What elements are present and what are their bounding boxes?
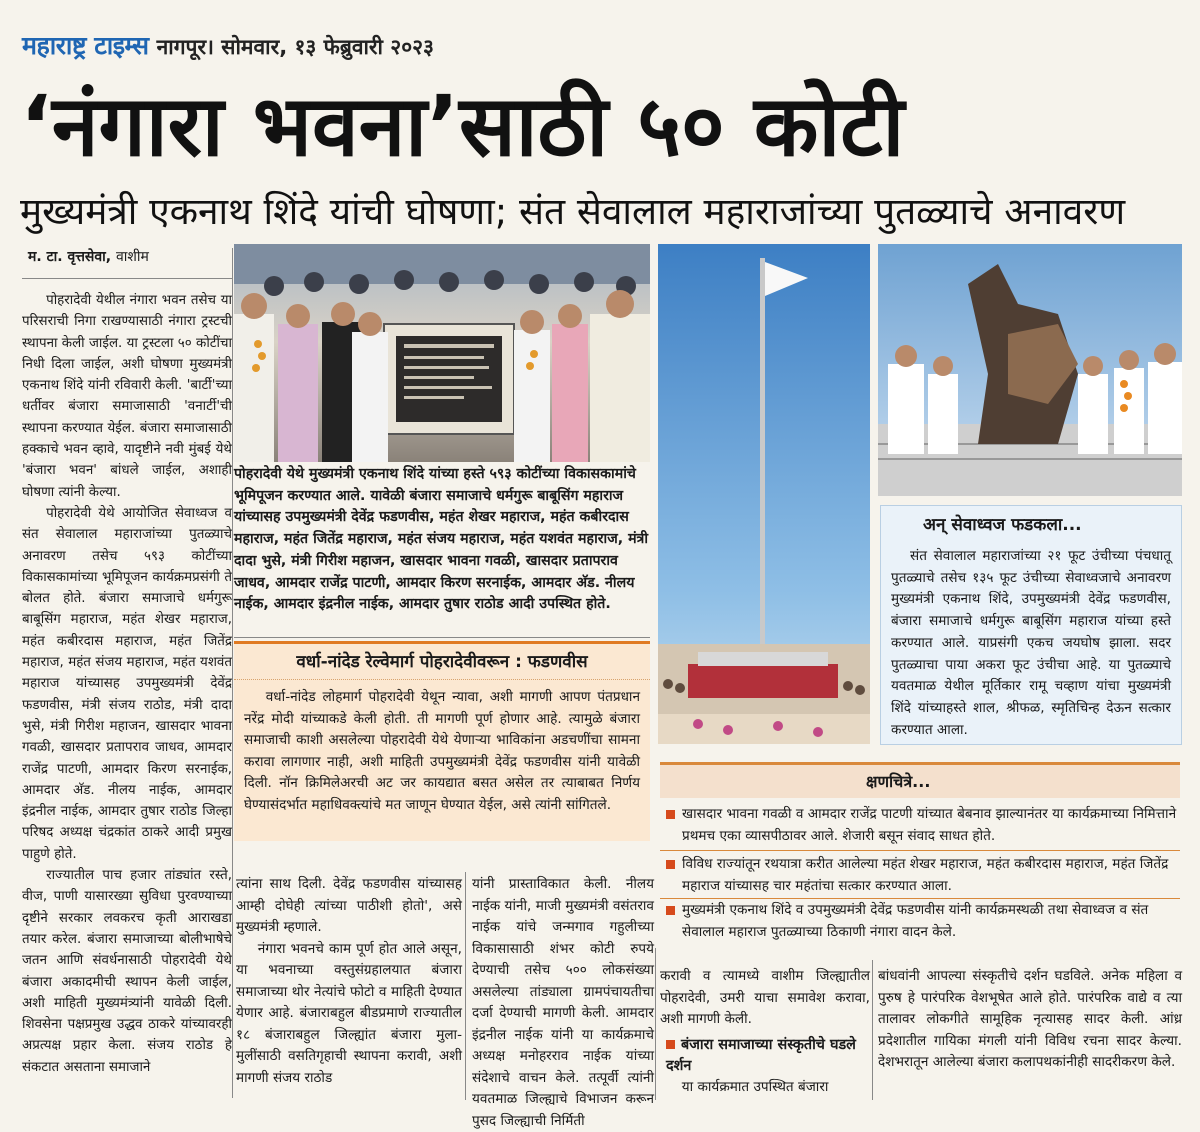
kshanchitre-item-text: विविध राज्यांतून रथयात्रा करीत आलेल्या महंत शेखर महाराज, महंत कबीरदास महाराज, महंत जितेंद्र महाराज यांच्यासह चार महंतांचा सत्कार करण्यात आला. (682, 856, 1169, 894)
story-paragraph: करावी व त्यामध्ये वाशीम जिल्ह्यातील पोहरादेवी, उमरी याचा समावेश करावा, अशी मागणी केली. (660, 968, 870, 1027)
divider (22, 278, 232, 279)
story-column-4 (660, 966, 870, 1098)
kshanchitre-item (660, 804, 1180, 847)
ceremony-photo (234, 244, 650, 462)
kshanchitre-item (660, 854, 1180, 897)
railway-box (234, 641, 650, 841)
newspaper-logo: महाराष्ट्र टाइम्स (22, 31, 149, 60)
story-column-3 (472, 874, 654, 1132)
column-divider (655, 948, 656, 1100)
divider (234, 637, 650, 638)
kshanchitre-title: क्षणचित्रे... (660, 762, 1180, 798)
masthead (22, 28, 434, 62)
divider (660, 898, 1180, 899)
railway-box-title: वर्धा-नांदेड रेल्वेमार्ग पोहरादेवीवरून : फडणवीस (234, 644, 650, 680)
story-paragraph: राज्यातील पाच हजार तांड्यांत रस्ते, वीज, पाणी यासारख्या सुविधा पुरवण्याच्या दृष्टीने सरकार लवकरच कृती आराखडा तयार करेल. बंजारा समाजाच्या बोलीभाषेचे जतन आणि संवर्धनासाठी पोहरादेवी येथे बंजारा अकादमीची स्थापन केली जाईल, अशी माहिती मुख्यमंत्र्यांनी यावेळी दिली. शिवसेना पक्षप्रमुख उद्धव ठाकरे यांच्यावरही अप्रत्यक्ष प्रहार केला. संजय राठोड हे संकटात असताना समाजाने (22, 868, 232, 1075)
byline-place: वाशीम (115, 249, 149, 265)
column-divider (465, 872, 466, 1100)
dateline: नागपूर। सोमवार, १३ फेब्रुवारी २०२३ (156, 35, 434, 59)
story-paragraph: बांधवांनी आपल्या संस्कृतीचे दर्शन घडविले. अनेक महिला व पुरुष हे पारंपरिक वेशभूषेत आले होते. पारंपरिक वाद्ये व त्या तालावर लोकगीते सामूहिक नृत्यासह सादर केली. आंध्र प्रदेशातील गायिका मंगली यांनी विविध रचना सादर केल्या. देशभरातून आलेल्या बंजारा कलापथकांनीही सादरीकरण केले. (878, 968, 1182, 1070)
divider (660, 850, 1180, 851)
ceremony-photo-image (234, 244, 650, 462)
story-column-5 (878, 966, 1182, 1074)
story-paragraph: यांनी प्रास्ताविकात केली. नीलय नाईक यांनी, माजी मुख्यमंत्री वसंतराव नाईक यांचे जन्मगाव गहुलीच्या विकासासाठी शंभर कोटी रुपये देण्याची तसेच ५०० लोकसंख्या असलेल्या तांड्याला ग्रामपंचायतीचा दर्जा देण्याची मागणी केली. आमदार इंद्रनील नाईक यांनी या कार्यक्रमाचे अध्यक्ष मनोहरराव नाईक यांच्या संदेशाचे वाचन केले. तत्पूर्वी त्यांनी यवतमाळ जिल्ह्याचे विभाजन करून पुसद जिल्ह्याची निर्मिती (472, 876, 654, 1129)
story-paragraph: नंगारा भवनचे काम पूर्ण होत आले असून, या भवनाच्या वस्तुसंग्रहालयात बंजारा समाजाच्या थोर नेत्यांचे फोटो व माहिती देण्यात येणार आहे. बंजाराबहुल बीडप्रमाणे राज्यातील १८ बंजाराबहुल जिल्ह्यांत बंजारा मुला-मुलींसाठी वसतिगृहाची स्थापना करावी, अशी मागणी संजय राठोड (236, 940, 462, 1086)
story-paragraph: त्यांना साथ दिली. देवेंद्र फडणवीस यांच्यासह आम्ही दोघेही त्यांच्या पाठीशी होतो', असे मुख्यमंत्री म्हणाले. (236, 876, 462, 935)
subheadline: मुख्यमंत्री एकनाथ शिंदे यांची घोषणा; संत सेवालाल महाराजांच्या पुतळ्याचे अनावरण (20, 190, 1126, 233)
bullet-icon (666, 860, 675, 869)
flag-box-title: अन् सेवाध्वज फडकला... (923, 515, 1082, 535)
flag-photo (658, 244, 870, 744)
flag-photo-image (658, 244, 870, 744)
flag-box-body: संत सेवालाल महाराजांच्या २१ फूट उंचीच्या पंचधातू पुतळ्याचे तसेच १३५ फूट उंचीच्या सेवाध्वजाचे अनावरण मुख्यमंत्री एकनाथ शिंदे, उपमुख्यमंत्री देवेंद्र फडणवीस, बंजारा समाजाचे धर्मगुरू बाबूसिंग महाराज यांच्या हस्ते करण्यात आले. याप्रसंगी एकच जयघोष झाला. सदर पुतळ्याचा पाया अकरा फूट उंचीचा आहे. या पुतळ्याचे यवतमाळ येथील मूर्तिकार रामू चव्हाण यांचा मुख्यमंत्री शिंदे यांच्याहस्ते शाल, श्रीफळ, स्मृतिचिन्ह देऊन सत्कार करण्यात आला. (891, 548, 1171, 738)
flag-box (880, 505, 1182, 745)
column-divider (232, 248, 233, 1098)
kshanchitre-box (660, 762, 1180, 942)
column-divider (872, 960, 873, 1100)
kshanchitre-item (660, 900, 1180, 943)
statue-photo (878, 244, 1182, 496)
story-paragraph: पोहरादेवी येथे आयोजित सेवाध्वज व संत सेवालाल महाराजांच्या पुतळ्याचे अनावरण तसेच ५९३ कोटींच्या विकासकामांच्या भूमिपूजन कार्यक्रमप्रसंगी ते बोलत होते. बंजारा समाजाचे धर्मगुरू बाबूसिंग महाराज, महंत शेखर महाराज, महंत कबीरदास महाराज, महंत जितेंद्र महाराज, महंत संजय महाराज, महंत यशवंत महाराज यांच्यासह उपमुख्यमंत्री देवेंद्र फडणवीस, मंत्री संजय राठोड, मंत्री दादा भुसे, मंत्री गिरीश महाजन, खासदार भावना गवळी, खासदार प्रतापराव जाधव, आमदार राजेंद्र पाटणी, आमदार किरण सरनाईक, आमदार अ‍ॅड. नीलय नाईक, आमदार इंद्रनील नाईक, आमदार तुषार राठोड जिल्हा परिषद अध्यक्ष चंद्रकांत ठाकरे आदी प्रमुख पाहुणे होते. (22, 505, 232, 862)
photo-caption: पोहरादेवी येथे मुख्यमंत्री एकनाथ शिंदे यांच्या हस्ते ५९३ कोटींच्या विकासकामांचे भूमिपूजन करण्यात आले. यावेळी बंजारा समाजाचे धर्मगुरू बाबूसिंग महाराज यांच्यासह उपमुख्यमंत्री देवेंद्र फडणवीस, महंत शेखर महाराज, महंत कबीरदास महाराज, महंत जितेंद्र महाराज, महंत संजय महाराज, महंत यशवंत महाराज, मंत्री दादा भुसे, मंत्री गिरीश महाजन, खासदार भावना गवळी, खासदार प्रतापराव जाधव, आमदार राजेंद्र पाटणी, आमदार किरण सरनाईक, आमदार अ‍ॅड. नीलय नाईक, आमदार इंद्रनील नाईक, आमदार तुषार राठोड आदी उपस्थित होते. (234, 466, 649, 613)
railway-box-body: वर्धा-नांदेड लोहमार्ग पोहरादेवी येथून न्यावा, अशी मागणी आपण पंतप्रधान नरेंद्र मोदी यांच्याकडे केली होती. ती मागणी पूर्ण होणार आहे. त्यामुळे बंजारा समाजाची काशी असलेल्या पोहरादेवी येथे येणाऱ्या भाविकांना अडचणींचा सामना करावा लागणार नाही, अशी माहिती उपमुख्यमंत्री देवेंद्र फडणवीस यांनी यावेळी दिली. नॉन क्रिमिलेअरची अट जर कायद्यात बसत असेल तर त्याबाबत निर्णय घेण्यासंदर्भात महाधिवक्त्यांचे मत जाणून घेण्यात येईल, असे त्यांनी सांगितले. (244, 689, 640, 813)
culture-subheading: बंजारा समाजाच्या संस्कृतीचे घडले दर्शन (666, 1036, 856, 1074)
byline (28, 247, 238, 266)
kshanchitre-item-text: मुख्यमंत्री एकनाथ शिंदे व उपमुख्यमंत्री देवेंद्र फडणवीस यांनी कार्यक्रमस्थळी तथा सेवाध्वज व संत सेवालाल महाराज पुतळ्याच्या ठिकाणी नंगारा वादन केले. (682, 902, 1149, 940)
bullet-icon (666, 1040, 675, 1049)
headline: ‘नंगारा भवना’साठी ५० कोटी (20, 77, 905, 175)
bullet-icon (666, 810, 675, 819)
kshanchitre-item-text: खासदार भावना गवळी व आमदार राजेंद्र पाटणी यांच्यात बेबनाव झाल्यानंतर या कार्यक्रमाच्या निमित्ताने प्रथमच एका व्यासपीठावर आले. शेजारी बसून संवाद साधत होते. (682, 806, 1177, 844)
story-column-2 (236, 874, 462, 1089)
story-column-1 (22, 290, 232, 1078)
byline-agency: म. टा. वृत्तसेवा, (28, 249, 112, 265)
story-paragraph: या कार्यक्रमात उपस्थित बंजारा (681, 1078, 829, 1095)
story-paragraph: पोहरादेवी येथील नंगारा भवन तसेच या परिसराची निगा राखण्यासाठी नंगारा ट्रस्टची स्थापना केली जाईल. या ट्रस्टला ५० कोटींचा निधी दिला जाईल, अशी घोषणा मुख्यमंत्री एकनाथ शिंदे यांनी रविवारी केली. 'बार्टी'च्या धर्तीवर बंजारा समाजासाठी 'वनार्टी'ची स्थापना करण्यात येईल. बंजारा समाजासाठी हक्काचे भवन व्हावे, यादृष्टीने नवी मुंबई येथे 'बंजारा भवन' बांधले जाईल, अशाही घोषणा त्यांनी केल्या. (22, 293, 232, 500)
bullet-icon (666, 906, 675, 915)
statue-photo-image (878, 244, 1182, 496)
